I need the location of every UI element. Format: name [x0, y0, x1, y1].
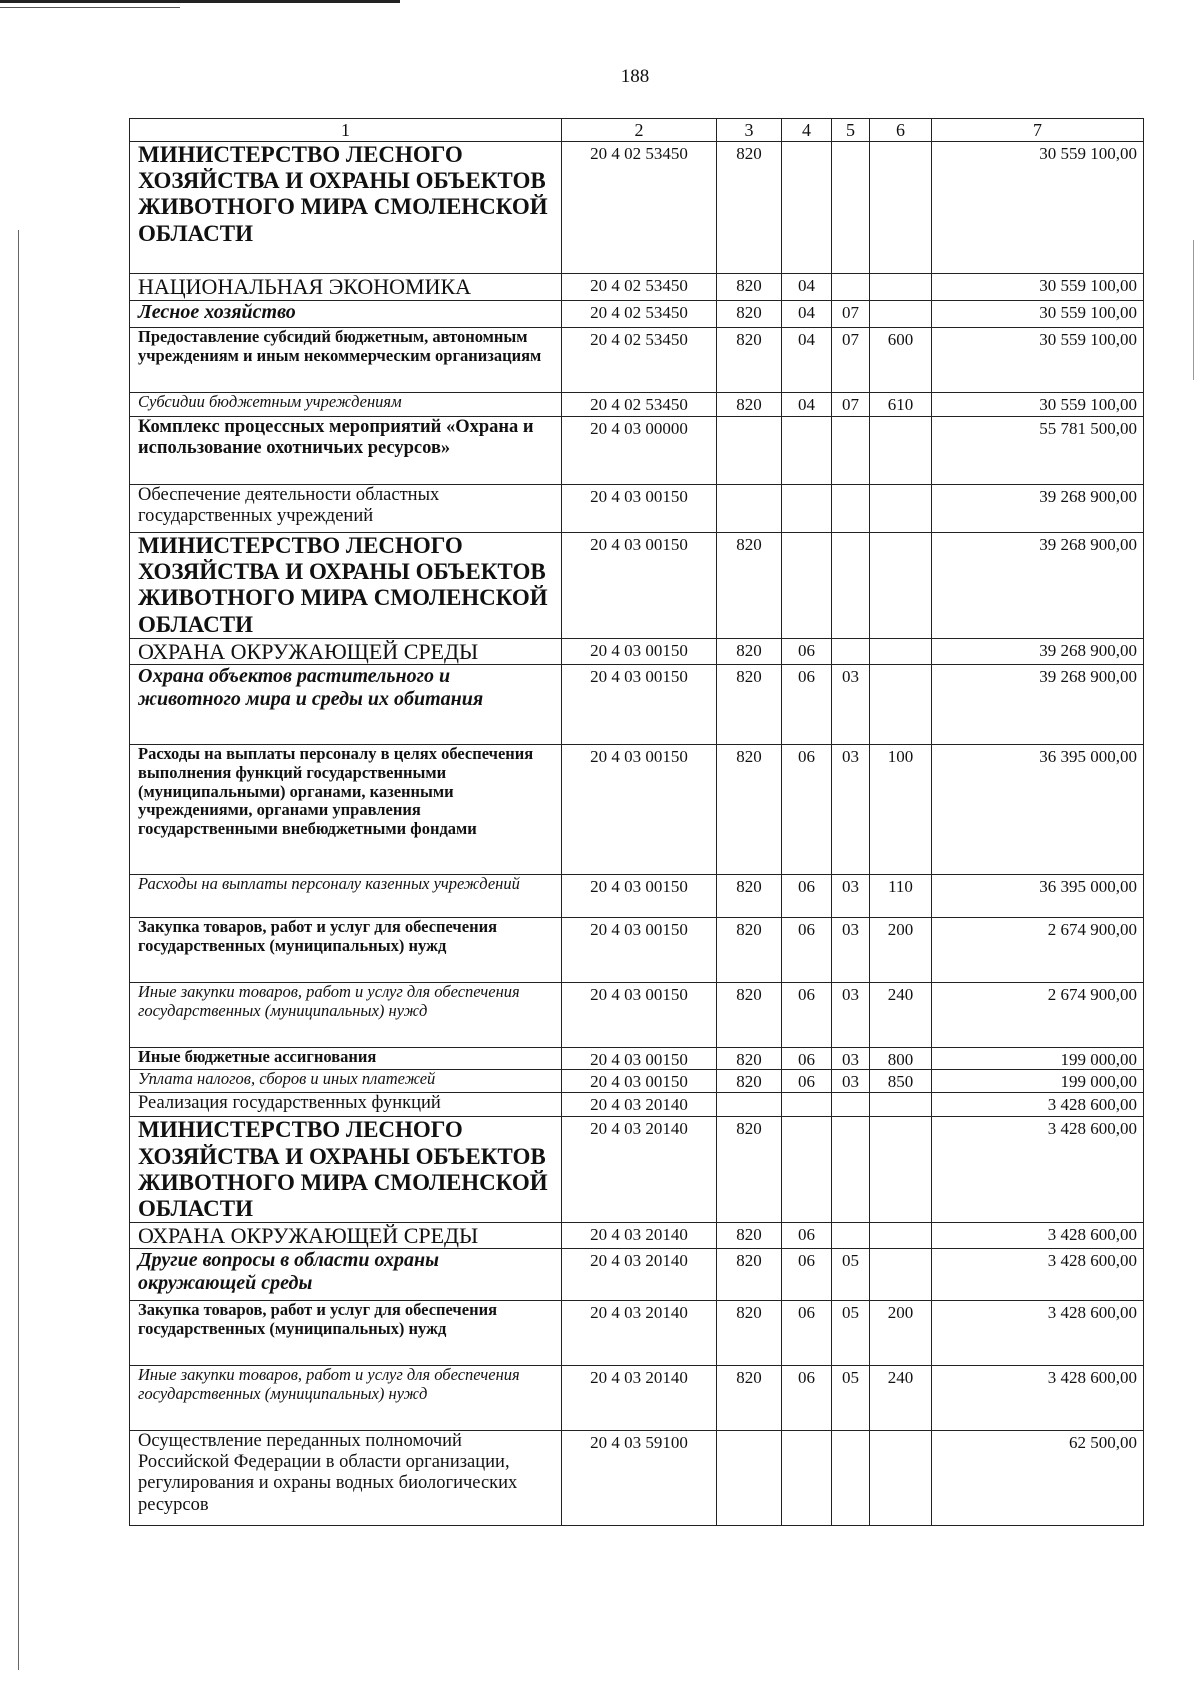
row-code: 20 4 03 00150: [562, 1070, 717, 1093]
row-col3: [717, 485, 782, 533]
row-col5: 05: [832, 1301, 870, 1366]
row-col6: 100: [870, 744, 932, 874]
row-name: Другие вопросы в области охраны окружающей среды: [130, 1249, 562, 1301]
row-name: Закупка товаров, работ и услуг для обеспечения государственных (муниципальных) нужд: [130, 1301, 562, 1366]
row-sum: 36 395 000,00: [932, 874, 1144, 917]
table-row: [130, 393, 1144, 417]
table-row: [130, 1117, 1144, 1223]
row-code: 20 4 03 20140: [562, 1117, 717, 1223]
row-sum: 2 674 900,00: [932, 917, 1144, 982]
row-col5: 03: [832, 1070, 870, 1093]
row-sum: 36 395 000,00: [932, 744, 1144, 874]
row-sum: 199 000,00: [932, 1070, 1144, 1093]
row-col3: 820: [717, 1249, 782, 1301]
header-row: [130, 119, 1144, 142]
row-col4: [782, 485, 832, 533]
row-col4: 06: [782, 638, 832, 664]
row-sum: 39 268 900,00: [932, 638, 1144, 664]
row-col5: 03: [832, 744, 870, 874]
row-col3: [717, 1093, 782, 1117]
row-col3: 820: [717, 874, 782, 917]
row-sum: 30 559 100,00: [932, 393, 1144, 417]
row-sum: 3 428 600,00: [932, 1117, 1144, 1223]
row-name: Обеспечение деятельности областных государственных учреждений: [130, 485, 562, 533]
row-sum: 30 559 100,00: [932, 328, 1144, 393]
table-row: [130, 485, 1144, 533]
row-code: 20 4 02 53450: [562, 328, 717, 393]
scan-edge-mark: [1193, 240, 1194, 380]
row-col5: 03: [832, 982, 870, 1047]
row-col5: [832, 1223, 870, 1249]
row-col5: 07: [832, 328, 870, 393]
row-name: Охрана объектов растительного и животного мира и среды их обитания: [130, 664, 562, 744]
row-sum: 30 559 100,00: [932, 142, 1144, 274]
table-row: [130, 1070, 1144, 1093]
scan-edge-mark: [0, 7, 180, 8]
row-name: НАЦИОНАЛЬНАЯ ЭКОНОМИКА: [130, 274, 562, 301]
table-row: [130, 1223, 1144, 1249]
row-col5: 05: [832, 1366, 870, 1431]
row-col3: 820: [717, 301, 782, 328]
row-col6: [870, 1093, 932, 1117]
row-name: Закупка товаров, работ и услуг для обеспечения государственных (муниципальных) нужд: [130, 917, 562, 982]
row-col5: [832, 485, 870, 533]
row-code: 20 4 03 20140: [562, 1093, 717, 1117]
row-col5: 03: [832, 874, 870, 917]
table-row: [130, 328, 1144, 393]
row-col3: 820: [717, 638, 782, 664]
row-col5: [832, 417, 870, 485]
row-name: МИНИСТЕРСТВО ЛЕСНОГО ХОЗЯЙСТВА И ОХРАНЫ ОБЪЕКТОВ ЖИВОТНОГО МИРА СМОЛЕНСКОЙ ОБЛАСТИ: [130, 533, 562, 639]
table-row: [130, 533, 1144, 639]
row-col3: 820: [717, 982, 782, 1047]
row-name: Осуществление переданных полномочий Российской Федерации в области организации, регулирования и охраны водных биологических ресурсов: [130, 1431, 562, 1526]
row-code: 20 4 03 00150: [562, 664, 717, 744]
row-col4: 06: [782, 744, 832, 874]
row-col4: [782, 142, 832, 274]
row-col5: 05: [832, 1249, 870, 1301]
row-name: ОХРАНА ОКРУЖАЮЩЕЙ СРЕДЫ: [130, 1223, 562, 1249]
row-sum: 30 559 100,00: [932, 301, 1144, 328]
header-cell: 4: [782, 119, 832, 142]
row-name: Комплекс процессных мероприятий «Охрана и использование охотничьих ресурсов»: [130, 417, 562, 485]
row-col3: 820: [717, 1223, 782, 1249]
table-row: [130, 142, 1144, 274]
table-row: [130, 1047, 1144, 1069]
row-col3: 820: [717, 393, 782, 417]
row-col5: 03: [832, 664, 870, 744]
row-sum: 3 428 600,00: [932, 1249, 1144, 1301]
row-col4: 06: [782, 1223, 832, 1249]
row-name: Расходы на выплаты персоналу в целях обеспечения выполнения функций государственными (муниципальными) органами, казенными учреждениями, органами управления государственными внебюджетными фондами: [130, 744, 562, 874]
row-sum: 3 428 600,00: [932, 1301, 1144, 1366]
row-col4: 06: [782, 874, 832, 917]
row-code: 20 4 03 00150: [562, 982, 717, 1047]
row-col3: 820: [717, 917, 782, 982]
row-col3: 820: [717, 664, 782, 744]
row-col4: 04: [782, 301, 832, 328]
row-col3: 820: [717, 328, 782, 393]
row-code: 20 4 03 00150: [562, 917, 717, 982]
row-col4: 06: [782, 917, 832, 982]
table-row: [130, 917, 1144, 982]
row-col4: 04: [782, 328, 832, 393]
row-col6: 110: [870, 874, 932, 917]
row-col5: 03: [832, 917, 870, 982]
row-col6: [870, 301, 932, 328]
header-cell: 7: [932, 119, 1144, 142]
row-col3: 820: [717, 533, 782, 639]
table-row: [130, 1431, 1144, 1526]
row-col6: 850: [870, 1070, 932, 1093]
row-col3: 820: [717, 274, 782, 301]
row-code: 20 4 03 00150: [562, 638, 717, 664]
row-sum: 3 428 600,00: [932, 1366, 1144, 1431]
row-name: Лесное хозяйство: [130, 301, 562, 328]
row-col4: 06: [782, 664, 832, 744]
row-code: 20 4 03 00150: [562, 1047, 717, 1069]
row-col6: 800: [870, 1047, 932, 1069]
row-col3: [717, 417, 782, 485]
row-name: Уплата налогов, сборов и иных платежей: [130, 1070, 562, 1093]
table-row: [130, 1093, 1144, 1117]
row-col3: 820: [717, 744, 782, 874]
row-code: 20 4 03 59100: [562, 1431, 717, 1526]
row-code: 20 4 03 00150: [562, 744, 717, 874]
row-name: ОХРАНА ОКРУЖАЮЩЕЙ СРЕДЫ: [130, 638, 562, 664]
row-col5: [832, 274, 870, 301]
table-row: [130, 274, 1144, 301]
row-col3: 820: [717, 1117, 782, 1223]
row-code: 20 4 02 53450: [562, 142, 717, 274]
row-col6: 200: [870, 917, 932, 982]
row-name: Иные закупки товаров, работ и услуг для обеспечения государственных (муниципальных) нужд: [130, 1366, 562, 1431]
row-col3: 820: [717, 1047, 782, 1069]
row-col5: 03: [832, 1047, 870, 1069]
table-row: [130, 1366, 1144, 1431]
row-col6: [870, 533, 932, 639]
row-col4: 06: [782, 1070, 832, 1093]
header-cell: 6: [870, 119, 932, 142]
row-name: Реализация государственных функций: [130, 1093, 562, 1117]
row-sum: 39 268 900,00: [932, 533, 1144, 639]
row-code: 20 4 02 53450: [562, 274, 717, 301]
row-col4: [782, 533, 832, 639]
table-row: [130, 301, 1144, 328]
row-name: Иные закупки товаров, работ и услуг для обеспечения государственных (муниципальных) нужд: [130, 982, 562, 1047]
table-row: [130, 638, 1144, 664]
row-sum: 55 781 500,00: [932, 417, 1144, 485]
row-col6: 610: [870, 393, 932, 417]
table-row: [130, 417, 1144, 485]
table-row: [130, 744, 1144, 874]
row-code: 20 4 03 20140: [562, 1366, 717, 1431]
header-cell: 5: [832, 119, 870, 142]
row-col3: [717, 1431, 782, 1526]
row-col5: [832, 638, 870, 664]
row-col6: [870, 274, 932, 301]
row-col4: [782, 1093, 832, 1117]
row-col5: 07: [832, 393, 870, 417]
row-code: 20 4 03 00150: [562, 874, 717, 917]
row-name: Предоставление субсидий бюджетным, автономным учреждениям и иным некоммерческим организациям: [130, 328, 562, 393]
row-col5: 07: [832, 301, 870, 328]
row-col6: [870, 485, 932, 533]
row-col6: [870, 142, 932, 274]
row-col5: [832, 1117, 870, 1223]
row-col4: [782, 417, 832, 485]
row-sum: 3 428 600,00: [932, 1093, 1144, 1117]
row-col3: 820: [717, 1301, 782, 1366]
row-sum: 62 500,00: [932, 1431, 1144, 1526]
row-code: 20 4 03 20140: [562, 1301, 717, 1366]
row-col4: 06: [782, 1366, 832, 1431]
row-col3: 820: [717, 142, 782, 274]
table-row: [130, 1249, 1144, 1301]
row-name: Иные бюджетные ассигнования: [130, 1047, 562, 1069]
row-sum: 199 000,00: [932, 1047, 1144, 1069]
table-row: [130, 982, 1144, 1047]
row-code: 20 4 03 20140: [562, 1249, 717, 1301]
table-row: [130, 1301, 1144, 1366]
row-code: 20 4 03 00150: [562, 533, 717, 639]
table-row: [130, 874, 1144, 917]
row-col4: 06: [782, 1301, 832, 1366]
row-col6: [870, 1223, 932, 1249]
row-col6: [870, 1249, 932, 1301]
header-cell: 1: [130, 119, 562, 142]
row-sum: 30 559 100,00: [932, 274, 1144, 301]
row-sum: 39 268 900,00: [932, 485, 1144, 533]
row-col6: 240: [870, 1366, 932, 1431]
row-col3: 820: [717, 1366, 782, 1431]
scan-edge-mark: [18, 230, 19, 1670]
row-col4: [782, 1431, 832, 1526]
row-col5: [832, 142, 870, 274]
row-code: 20 4 02 53450: [562, 393, 717, 417]
row-col6: 240: [870, 982, 932, 1047]
row-col5: [832, 1093, 870, 1117]
row-col3: 820: [717, 1070, 782, 1093]
page-number: 188: [620, 66, 650, 87]
row-name: МИНИСТЕРСТВО ЛЕСНОГО ХОЗЯЙСТВА И ОХРАНЫ ОБЪЕКТОВ ЖИВОТНОГО МИРА СМОЛЕНСКОЙ ОБЛАСТИ: [130, 142, 562, 274]
row-col6: [870, 1117, 932, 1223]
row-col6: [870, 417, 932, 485]
header-cell: 2: [562, 119, 717, 142]
row-name: Субсидии бюджетным учреждениям: [130, 393, 562, 417]
row-col4: [782, 1117, 832, 1223]
row-name: Расходы на выплаты персоналу казенных учреждений: [130, 874, 562, 917]
row-col4: 04: [782, 274, 832, 301]
row-sum: 3 428 600,00: [932, 1223, 1144, 1249]
row-col6: 200: [870, 1301, 932, 1366]
row-code: 20 4 02 53450: [562, 301, 717, 328]
row-sum: 2 674 900,00: [932, 982, 1144, 1047]
row-col5: [832, 1431, 870, 1526]
row-code: 20 4 03 20140: [562, 1223, 717, 1249]
row-sum: 39 268 900,00: [932, 664, 1144, 744]
row-col5: [832, 533, 870, 639]
row-col6: [870, 664, 932, 744]
row-col4: 06: [782, 982, 832, 1047]
budget-table: [129, 118, 1144, 1526]
row-col6: 600: [870, 328, 932, 393]
row-name: МИНИСТЕРСТВО ЛЕСНОГО ХОЗЯЙСТВА И ОХРАНЫ ОБЪЕКТОВ ЖИВОТНОГО МИРА СМОЛЕНСКОЙ ОБЛАСТИ: [130, 1117, 562, 1223]
row-col6: [870, 638, 932, 664]
scan-edge-mark: [0, 0, 400, 3]
row-col6: [870, 1431, 932, 1526]
row-code: 20 4 03 00000: [562, 417, 717, 485]
row-col4: 06: [782, 1249, 832, 1301]
header-cell: 3: [717, 119, 782, 142]
row-col4: 04: [782, 393, 832, 417]
row-col4: 06: [782, 1047, 832, 1069]
table-row: [130, 664, 1144, 744]
row-code: 20 4 03 00150: [562, 485, 717, 533]
